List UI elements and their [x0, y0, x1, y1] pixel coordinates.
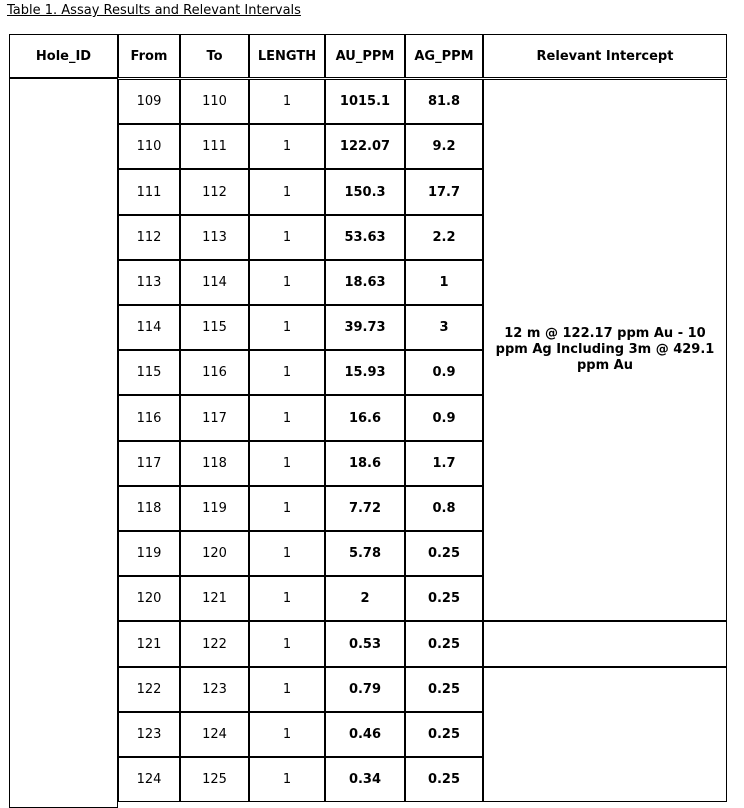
header-hole-id: Hole_ID	[9, 34, 118, 78]
cell-ag-ppm: 0.25	[405, 531, 483, 576]
cell-to: 120	[180, 531, 249, 576]
header-au-ppm: AU_PPM	[325, 34, 405, 78]
cell-to: 121	[180, 576, 249, 621]
cell-ag-ppm: 0.9	[405, 350, 483, 395]
cell-to: 123	[180, 667, 249, 712]
cell-au-ppm: 1015.1	[325, 79, 405, 124]
cell-length: 1	[249, 305, 325, 350]
cell-from: 109	[118, 79, 180, 124]
cell-length: 1	[249, 350, 325, 395]
cell-to: 124	[180, 712, 249, 757]
cell-from: 110	[118, 124, 180, 169]
cell-to: 122	[180, 621, 249, 667]
cell-from: 122	[118, 667, 180, 712]
header-ag-ppm: AG_PPM	[405, 34, 483, 78]
cell-to: 111	[180, 124, 249, 169]
relevant-intercept-cell	[483, 621, 727, 667]
cell-to: 114	[180, 260, 249, 305]
cell-to: 116	[180, 350, 249, 395]
cell-length: 1	[249, 124, 325, 169]
cell-au-ppm: 5.78	[325, 531, 405, 576]
cell-au-ppm: 2	[325, 576, 405, 621]
cell-au-ppm: 18.63	[325, 260, 405, 305]
table-caption: Table 1. Assay Results and Relevant Intervals	[7, 3, 301, 18]
cell-to: 110	[180, 79, 249, 124]
cell-au-ppm: 7.72	[325, 486, 405, 531]
cell-from: 112	[118, 215, 180, 260]
cell-length: 1	[249, 712, 325, 757]
cell-au-ppm: 18.6	[325, 441, 405, 486]
relevant-intercept-cell	[483, 667, 727, 802]
cell-from: 113	[118, 260, 180, 305]
cell-au-ppm: 150.3	[325, 169, 405, 215]
cell-au-ppm: 122.07	[325, 124, 405, 169]
cell-ag-ppm: 0.25	[405, 757, 483, 802]
relevant-intercept-cell: 12 m @ 122.17 ppm Au - 10 ppm Ag Including 3m @ 429.1 ppm Au	[483, 79, 727, 621]
cell-length: 1	[249, 531, 325, 576]
cell-ag-ppm: 3	[405, 305, 483, 350]
cell-ag-ppm: 0.9	[405, 395, 483, 441]
cell-length: 1	[249, 576, 325, 621]
cell-au-ppm: 0.79	[325, 667, 405, 712]
cell-from: 121	[118, 621, 180, 667]
header-length: LENGTH	[249, 34, 325, 78]
cell-ag-ppm: 81.8	[405, 79, 483, 124]
cell-from: 115	[118, 350, 180, 395]
cell-au-ppm: 15.93	[325, 350, 405, 395]
cell-ag-ppm: 9.2	[405, 124, 483, 169]
cell-from: 123	[118, 712, 180, 757]
cell-ag-ppm: 0.25	[405, 667, 483, 712]
cell-to: 119	[180, 486, 249, 531]
header-relevant-intercept: Relevant Intercept	[483, 34, 727, 78]
cell-to: 113	[180, 215, 249, 260]
cell-ag-ppm: 2.2	[405, 215, 483, 260]
cell-length: 1	[249, 667, 325, 712]
cell-length: 1	[249, 621, 325, 667]
cell-from: 120	[118, 576, 180, 621]
cell-length: 1	[249, 169, 325, 215]
cell-au-ppm: 39.73	[325, 305, 405, 350]
cell-from: 117	[118, 441, 180, 486]
cell-ag-ppm: 0.25	[405, 621, 483, 667]
cell-from: 124	[118, 757, 180, 802]
cell-from: 116	[118, 395, 180, 441]
cell-au-ppm: 0.46	[325, 712, 405, 757]
cell-length: 1	[249, 215, 325, 260]
cell-to: 115	[180, 305, 249, 350]
cell-to: 125	[180, 757, 249, 802]
cell-length: 1	[249, 79, 325, 124]
cell-length: 1	[249, 441, 325, 486]
cell-length: 1	[249, 395, 325, 441]
header-to: To	[180, 34, 249, 78]
cell-from: 114	[118, 305, 180, 350]
cell-au-ppm: 53.63	[325, 215, 405, 260]
cell-ag-ppm: 1	[405, 260, 483, 305]
cell-au-ppm: 16.6	[325, 395, 405, 441]
cell-from: 118	[118, 486, 180, 531]
cell-length: 1	[249, 757, 325, 802]
header-from: From	[118, 34, 180, 78]
cell-length: 1	[249, 486, 325, 531]
cell-ag-ppm: 1.7	[405, 441, 483, 486]
cell-to: 112	[180, 169, 249, 215]
cell-ag-ppm: 17.7	[405, 169, 483, 215]
cell-ag-ppm: 0.25	[405, 712, 483, 757]
cell-length: 1	[249, 260, 325, 305]
hole-id-cell	[9, 78, 118, 808]
cell-ag-ppm: 0.8	[405, 486, 483, 531]
cell-from: 119	[118, 531, 180, 576]
cell-ag-ppm: 0.25	[405, 576, 483, 621]
cell-au-ppm: 0.53	[325, 621, 405, 667]
cell-au-ppm: 0.34	[325, 757, 405, 802]
cell-from: 111	[118, 169, 180, 215]
cell-to: 117	[180, 395, 249, 441]
cell-to: 118	[180, 441, 249, 486]
